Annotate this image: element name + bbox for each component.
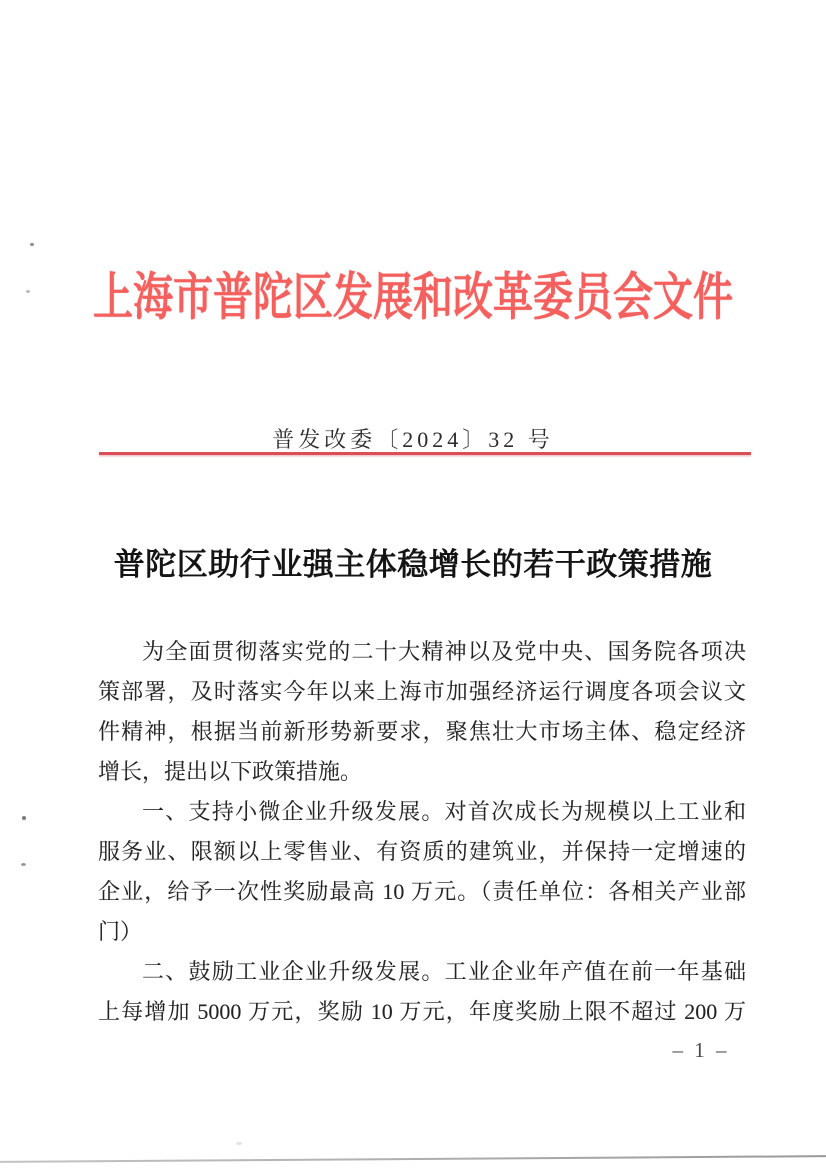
red-divider-line bbox=[99, 452, 751, 455]
document-body bbox=[98, 632, 746, 1032]
body-line: 二、鼓励工业企业升级发展。工业企业年产值在前一年基础 bbox=[142, 959, 746, 984]
body-line: 为全面贯彻落实党的二十大精神以及党中央、国务院各项决 bbox=[142, 639, 746, 664]
scan-speck bbox=[26, 290, 30, 293]
scan-speck bbox=[236, 1142, 242, 1145]
body-line: 门） bbox=[98, 919, 143, 944]
scan-speck bbox=[21, 863, 26, 866]
body-line: 上每增加 5000 万元，奖励 10 万元，年度奖励上限不超过 200 万 bbox=[98, 999, 746, 1024]
scan-speck bbox=[22, 816, 26, 820]
document-header-title: 上海市普陀区发展和改革委员会文件 bbox=[93, 268, 733, 327]
document-title: 普陀区助行业强主体稳增长的若干政策措施 bbox=[113, 547, 713, 582]
page-number: – 1 – bbox=[672, 1038, 730, 1062]
body-line: 增长，提出以下政策措施。 bbox=[98, 759, 363, 784]
body-line: 服务业、限额以上零售业、有资质的建筑业，并保持一定增速的 bbox=[98, 839, 746, 864]
body-line: 一、支持小微企业升级发展。对首次成长为规模以上工业和 bbox=[142, 799, 746, 824]
body-line: 企业，给予一次性奖励最高 10 万元。（责任单位：各相关产业部 bbox=[98, 879, 746, 904]
scan-edge-line bbox=[0, 1155, 826, 1163]
scan-speck bbox=[30, 243, 34, 246]
body-line: 策部署，及时落实今年以来上海市加强经济运行调度各项会议文 bbox=[98, 679, 746, 704]
body-line: 件精神，根据当前新形势新要求，聚焦壮大市场主体、稳定经济 bbox=[98, 719, 746, 744]
document-number: 普发改委〔2024〕32 号 bbox=[272, 427, 554, 452]
